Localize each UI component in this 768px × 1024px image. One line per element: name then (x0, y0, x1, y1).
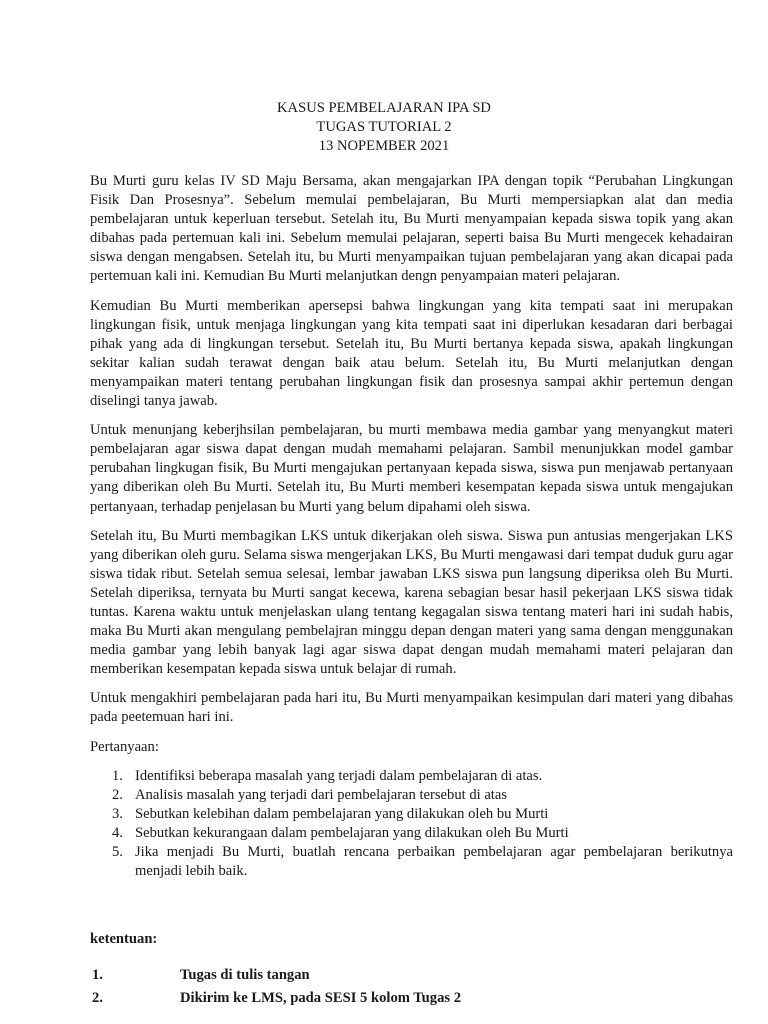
paragraph: Setelah itu, Bu Murti membagikan LKS untuk dikerjakan oleh siswa. Siswa pun antusias mengerjakan LKS yang diberikan oleh guru. Selama siswa mengerjakan LKS, Bu Murti mengawasi dari tempat duduk guru agar siswa tidak ribut. Setelah semua selesai, lembar jawaban LKS siswa pun langsung diperiksa oleh Bu Murti. Setelah diperiksa, ternyata bu Murti sangat kecewa, karena sebagian besar hasil pekerjaan LKS siswa tidak tuntas. Karena waktu untuk menjelaskan ulang tentang kegagalan siswa tentang materi hari ini sudah habis, maka Bu Murti akan mengulang pembelajran minggu depan dengan materi yang sama dengan menggunakan media gambar yang lebih banyak lagi agar siswa dapat dengan mudah memahami materi pelajaran dan memberikan kesempatan kepada siswa untuk belajar di rumah. (90, 527, 733, 678)
case-body (90, 172, 733, 881)
rule-text: Dikirim ke LMS, pada SESI 5 kolom Tugas 2 (180, 990, 462, 1006)
ketentuan-rules (90, 966, 733, 1012)
document-title: KASUS PEMBELAJARAN IPA SD (277, 100, 491, 116)
rule-item (90, 966, 733, 989)
paragraph: Untuk mengakhiri pembelajaran pada hari itu, Bu Murti menyampaikan kesimpulan dari materi yang dibahas pada peetemuan hari ini. (90, 690, 733, 726)
question-item (90, 767, 733, 786)
question-number: 3. (112, 805, 123, 822)
question-number: 1. (112, 767, 123, 784)
paragraph: Untuk menunjang keberjhsilan pembelajaran, bu murti membawa media gambar yang menyangkut materi pembelajaran agar siswa dapat dengan mudah memahami pelajaran. Sambil menunjukkan model gambar perubahan lingkugan fisik, Bu Murti mengajukan pertanyaan kepada siswa, siswa pun menjawab pertanyaan yang diberikan oleh Bu Murti. Setelah itu, Bu Murti memberi kesempatan kepada siswa untuk mengajukan pertanyaan, terhadap penjelasan bu Murti yang belum dipahami oleh siswa. (90, 422, 733, 515)
question-text: Jika menjadi Bu Murti, buatlah rencana perbaikan pembelajaran agar pembelajaran berikutnya menjadi lebih baik. (135, 844, 733, 880)
question-item (90, 786, 733, 805)
question-number: 4. (112, 824, 123, 841)
rule-text: Tugas di tulis tangan (180, 967, 310, 983)
ketentuan-heading: ketentuan: (90, 931, 158, 947)
rule-number: 2. (92, 990, 103, 1006)
rule-item (90, 989, 733, 1012)
paragraph: Bu Murti guru kelas IV SD Maju Bersama, akan mengajarkan IPA dengan topik “Perubahan Lingkungan Fisik Dan Prosesnya”. Sebelum memulai pembelajaran, Bu Murti mempersiapkan alat dan media pembelajaran untuk keperluan tersebut. Setelah itu, Bu Murti menyampaian kepada siswa topik yang akan dibahas pada pertemuan kali ini. Sebelum memulai pelajaran, seperti baisa Bu Murti mengecek kehadairan siswa dengan mengabsen. Setelah itu, bu Murti menyampaikan tujuan pembelajaran yang akan dicapai pada pertemuan kali ini. Kemudian Bu Murti melanjutkan dengn penyampaian materi pelajaran. (90, 173, 733, 285)
questions-list (90, 767, 733, 882)
question-number: 2. (112, 786, 123, 803)
document-date: 13 NOPEMBER 2021 (318, 138, 450, 154)
document-subtitle: TUGAS TUTORIAL 2 (316, 119, 452, 135)
paragraph: Kemudian Bu Murti memberikan apersepsi bahwa lingkungan yang kita tempati saat ini merupakan lingkungan fisik, untuk menjaga lingkungan yang kita tempati saat ini diperlukan kesadaran dari berbagai pihak yang ada di lingkungan tersebut. Setelah itu, Bu Murti bertanya kepada siswa, apakah lingkungan sekitar kalian sudah terawat dengan baik atau belum. Setelah itu, Bu Murti melanjutkan dengan menyampaikan materi tentang perubahan lingkungan fisik dan prosesnya sampai akhir pertemun dengan diselingi tanya jawab. (90, 297, 733, 410)
rule-number: 1. (92, 967, 103, 983)
question-item (90, 824, 733, 843)
question-text: Analisis masalah yang terjadi dari pembelajaran tersebut di atas (135, 786, 508, 803)
question-text: Sebutkan kelebihan dalam pembelajaran yang dilakukan oleh bu Murti (135, 805, 549, 822)
question-number: 5. (112, 844, 123, 860)
question-text: Sebutkan kekurangaan dalam pembelajaran yang dilakukan oleh Bu Murti (135, 824, 569, 841)
document-header (0, 99, 768, 156)
questions-heading: Pertanyaan: (90, 738, 159, 755)
question-text: Identifiksi beberapa masalah yang terjadi dalam pembelajaran di atas. (135, 767, 543, 784)
question-item (90, 805, 733, 824)
question-item (90, 843, 733, 881)
